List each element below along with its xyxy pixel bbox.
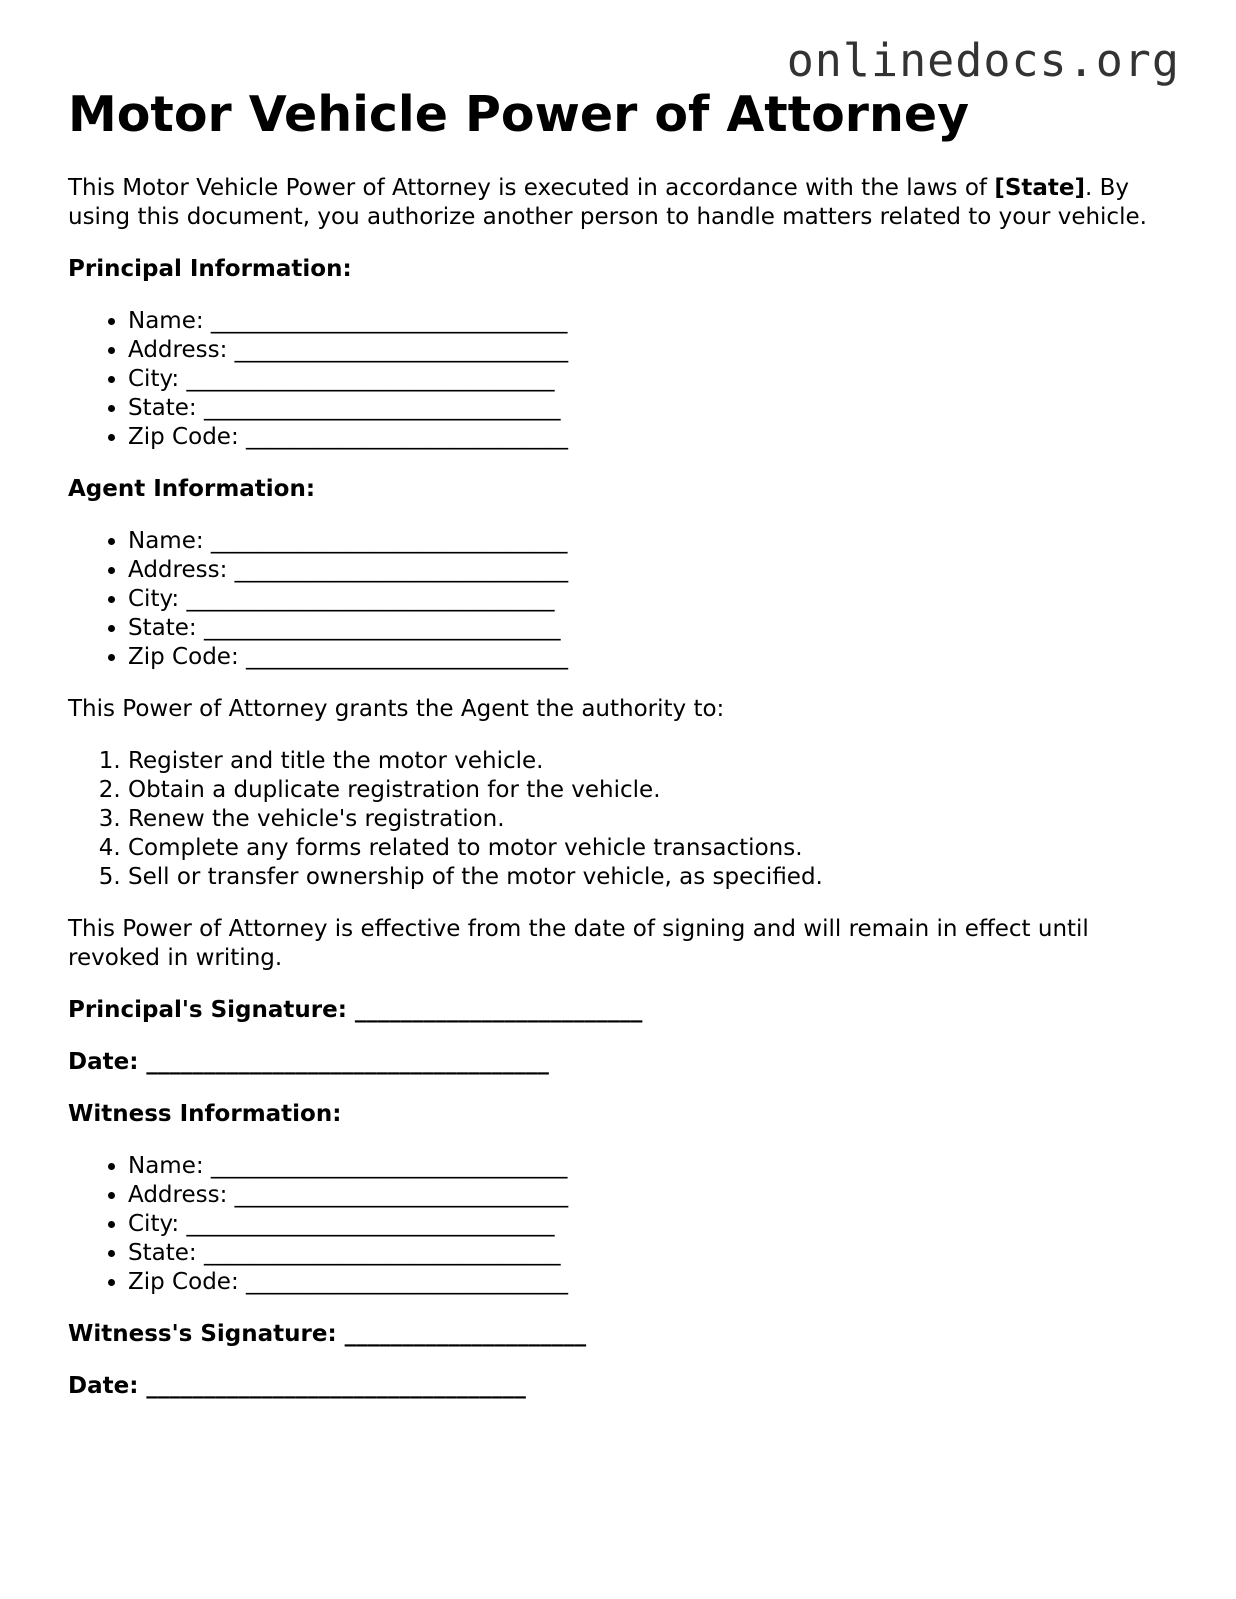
agent-heading: Agent Information: <box>68 476 316 502</box>
site-watermark: onlinedocs.org <box>786 34 1180 87</box>
principal-date-line[interactable]: Date: ___________________________________ <box>68 1049 549 1075</box>
principal-state-field[interactable]: • State: _______________________________ <box>128 394 1178 423</box>
principal-heading: Principal Information: <box>68 256 352 282</box>
witness-city-field[interactable]: • City: ________________________________ <box>128 1210 1178 1239</box>
agent-city-field[interactable]: • City: ________________________________ <box>128 585 1178 614</box>
principal-address-field[interactable]: • Address: _____________________________ <box>128 336 1178 365</box>
power-item: 1. Register and title the motor vehicle. <box>128 747 1178 776</box>
witness-zip-field[interactable]: • Zip Code: ____________________________ <box>128 1268 1178 1297</box>
power-item: 3. Renew the vehicle's registration. <box>128 805 1178 834</box>
principal-fields-list <box>68 307 1178 452</box>
agent-state-field[interactable]: • State: _______________________________ <box>128 614 1178 643</box>
intro-text-after: . By using this document, you authorize another person to handle matters related to your vehicle. <box>68 175 1147 230</box>
power-item: 4. Complete any forms related to motor vehicle transactions. <box>128 834 1178 863</box>
principal-signature-line[interactable]: Principal's Signature: _________________________ <box>68 997 643 1023</box>
effective-paragraph: This Power of Attorney is effective from the date of signing and will remain in effect until revoked in writing. <box>68 916 1089 971</box>
witness-heading: Witness Information: <box>68 1101 342 1127</box>
principal-name-field[interactable]: • Name: _______________________________ <box>128 307 1178 336</box>
power-item: 5. Sell or transfer ownership of the motor vehicle, as specified. <box>128 863 1178 892</box>
agent-zip-field[interactable]: • Zip Code: ____________________________ <box>128 643 1178 672</box>
witness-signature-line[interactable]: Witness's Signature: _____________________ <box>68 1321 587 1347</box>
agent-fields-list <box>68 527 1178 672</box>
witness-name-field[interactable]: • Name: _______________________________ <box>128 1152 1178 1181</box>
intro-paragraph <box>68 174 1178 232</box>
powers-list <box>68 747 1178 892</box>
document-body <box>68 174 1178 1424</box>
power-item: 2. Obtain a duplicate registration for the vehicle. <box>128 776 1178 805</box>
witness-address-field[interactable]: • Address: _____________________________ <box>128 1181 1178 1210</box>
witness-date-line[interactable]: Date: _________________________________ <box>68 1373 526 1399</box>
principal-city-field[interactable]: • City: ________________________________ <box>128 365 1178 394</box>
state-placeholder: [State] <box>994 175 1086 201</box>
principal-zip-field[interactable]: • Zip Code: ____________________________ <box>128 423 1178 452</box>
witness-state-field[interactable]: • State: _______________________________ <box>128 1239 1178 1268</box>
grant-paragraph: This Power of Attorney grants the Agent the authority to: <box>68 696 725 722</box>
witness-fields-list <box>68 1152 1178 1297</box>
agent-name-field[interactable]: • Name: _______________________________ <box>128 527 1178 556</box>
document-title: Motor Vehicle Power of Attorney <box>68 86 970 143</box>
intro-text-before: This Motor Vehicle Power of Attorney is executed in accordance with the laws of <box>68 175 995 201</box>
agent-address-field[interactable]: • Address: _____________________________ <box>128 556 1178 585</box>
